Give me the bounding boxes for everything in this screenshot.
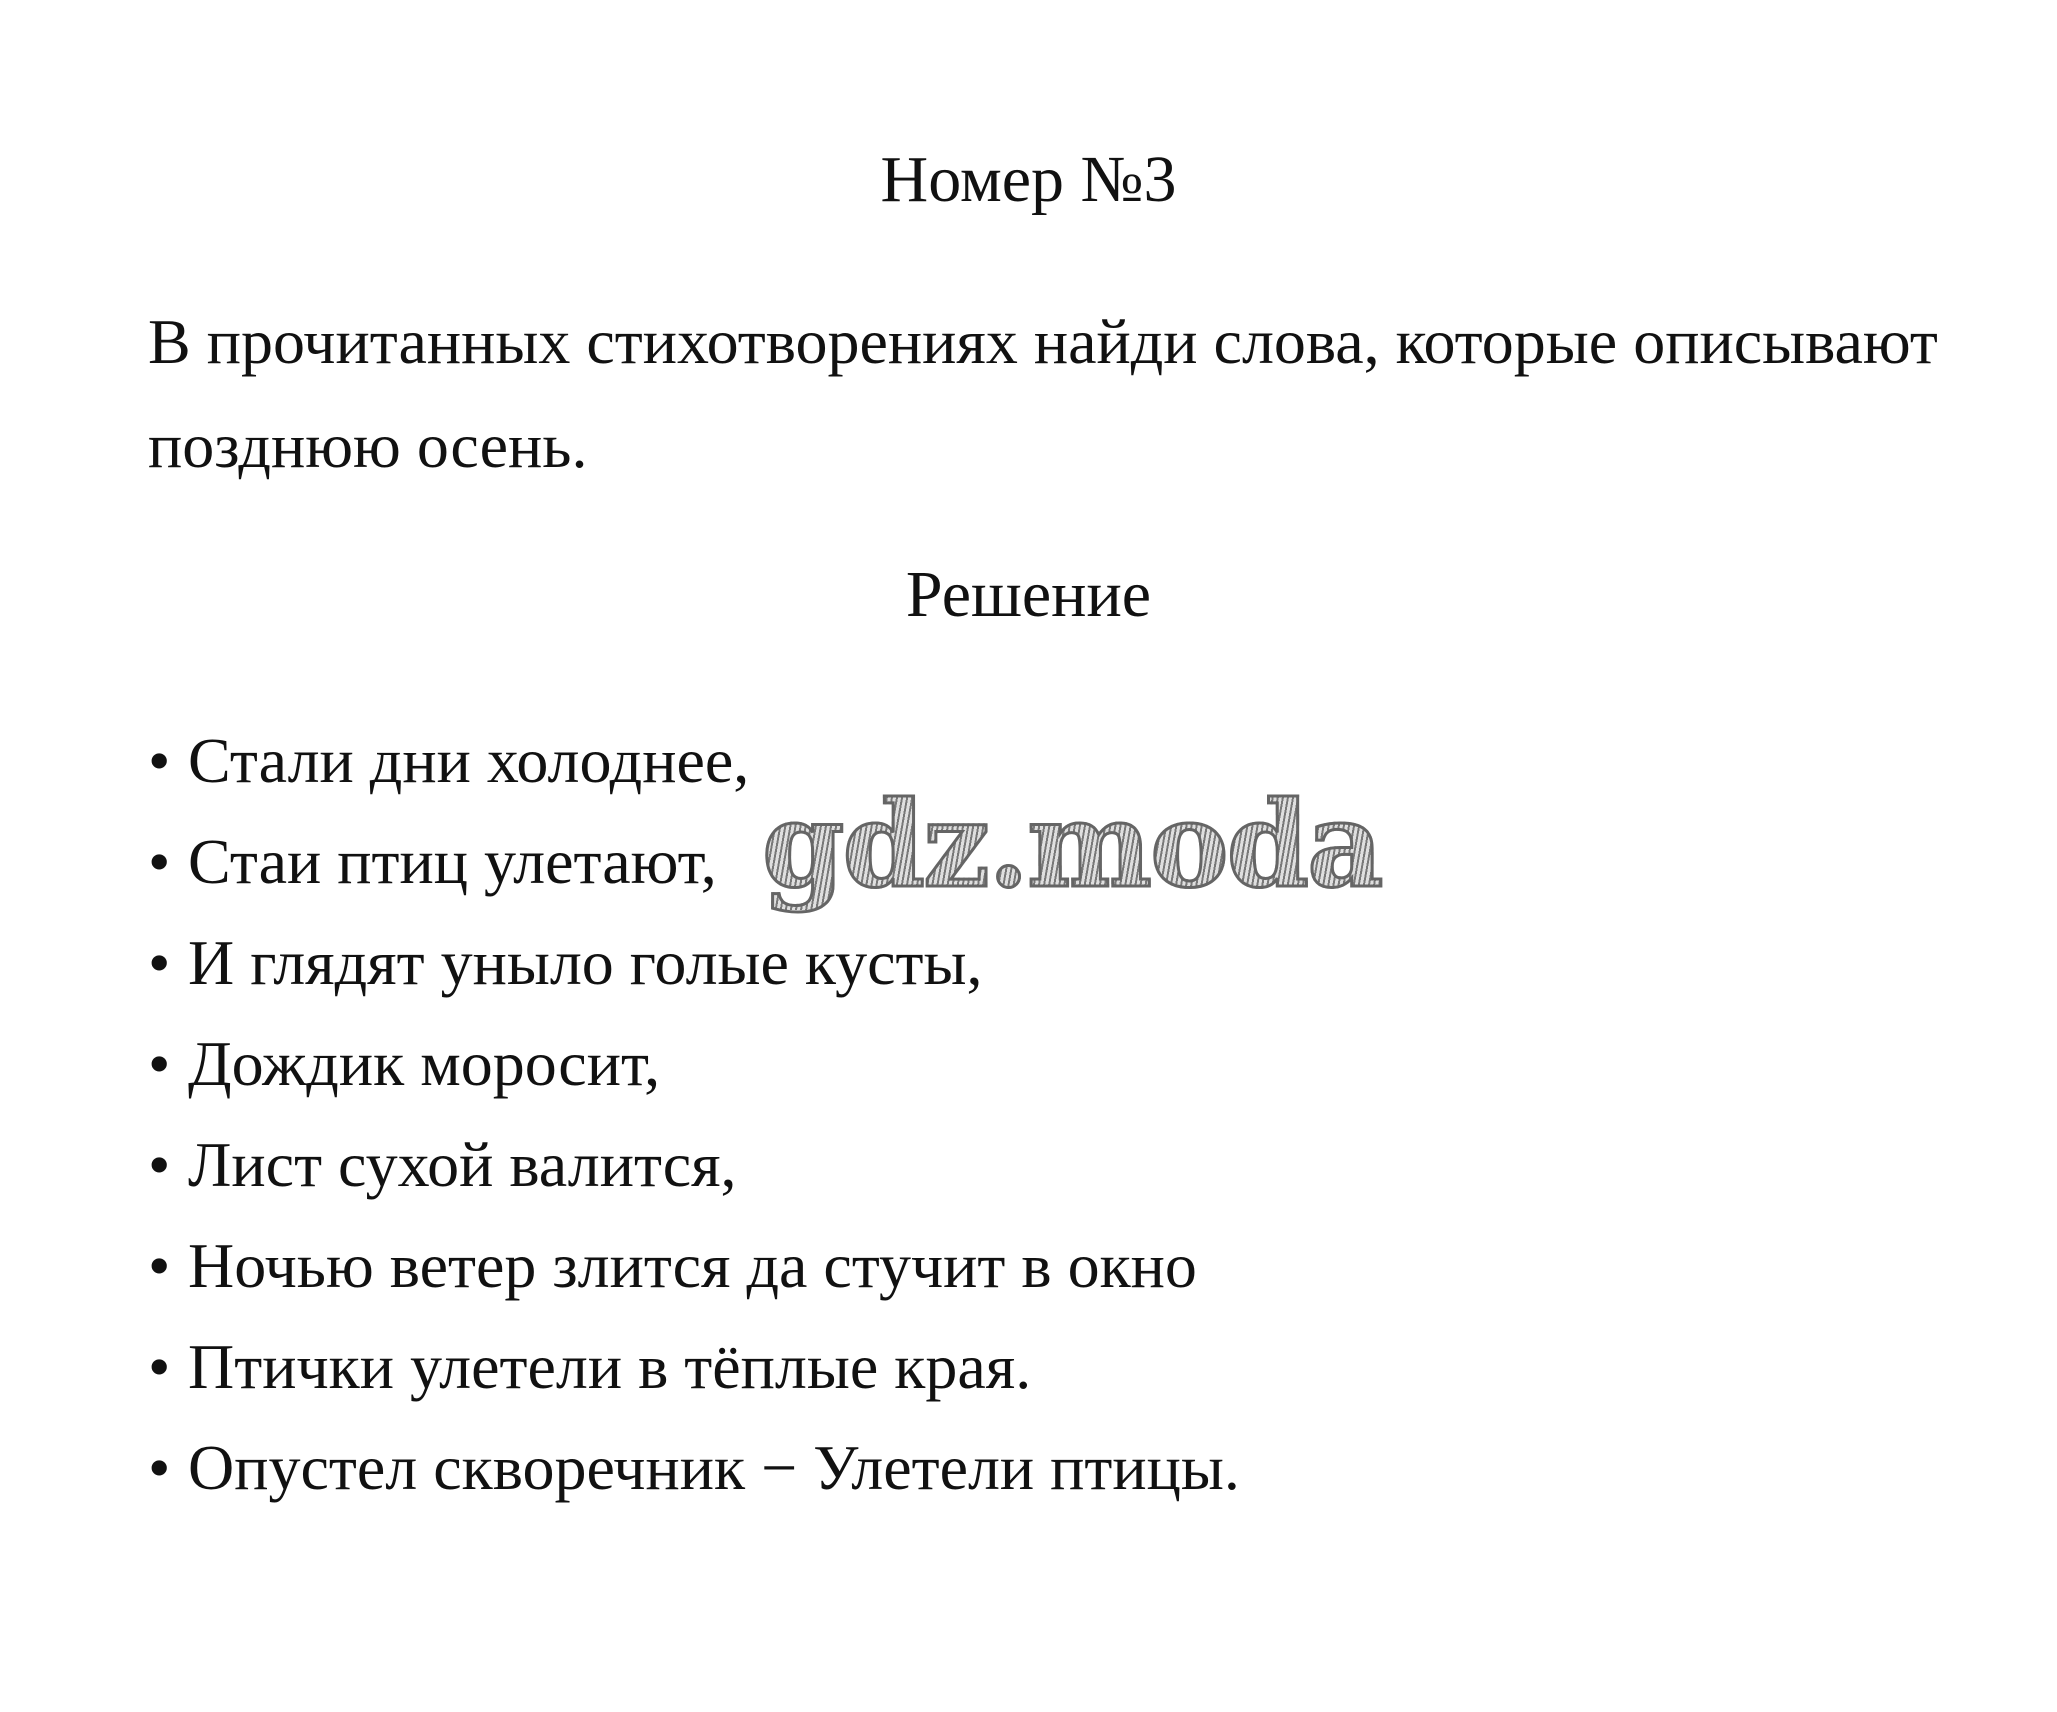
bullet-icon: • xyxy=(148,1432,171,1503)
watermark: gdz.moda xyxy=(762,775,1382,914)
list-item-text: Стаи птиц улетают, xyxy=(188,826,717,897)
list-item xyxy=(148,1316,1240,1417)
list-item-text: И глядят уныло голые кусты, xyxy=(188,927,983,998)
list-item xyxy=(148,1417,1240,1518)
list-item-text: Лист сухой валится, xyxy=(188,1129,737,1200)
bullet-icon: • xyxy=(148,927,171,998)
list-item-text: Стали дни холоднее, xyxy=(188,725,750,796)
list-item-text: Дождик моросит, xyxy=(188,1028,661,1099)
list-item-text: Ночью ветер злится да стучит в окно xyxy=(188,1230,1197,1301)
list-item xyxy=(148,1215,1240,1316)
list-item xyxy=(148,1013,1240,1114)
bullet-icon: • xyxy=(148,1331,171,1402)
task-text: В прочитанных стихотворениях найди слова, которые описывают позднюю осень. xyxy=(148,306,1938,481)
bullet-icon: • xyxy=(148,1129,171,1200)
bullet-icon: • xyxy=(148,1230,171,1301)
list-item-text: Опустел скворечник − Улетели птицы. xyxy=(188,1432,1240,1503)
solution-heading: Решение xyxy=(905,558,1152,631)
list-item-text: Птички улетели в тёплые края. xyxy=(188,1331,1032,1402)
bullet-icon: • xyxy=(148,725,171,796)
list-item xyxy=(148,1114,1240,1215)
bullet-icon: • xyxy=(148,826,171,897)
page-title: Номер №3 xyxy=(880,143,1177,216)
list-item xyxy=(148,912,1240,1013)
bullet-icon: • xyxy=(148,1028,171,1099)
